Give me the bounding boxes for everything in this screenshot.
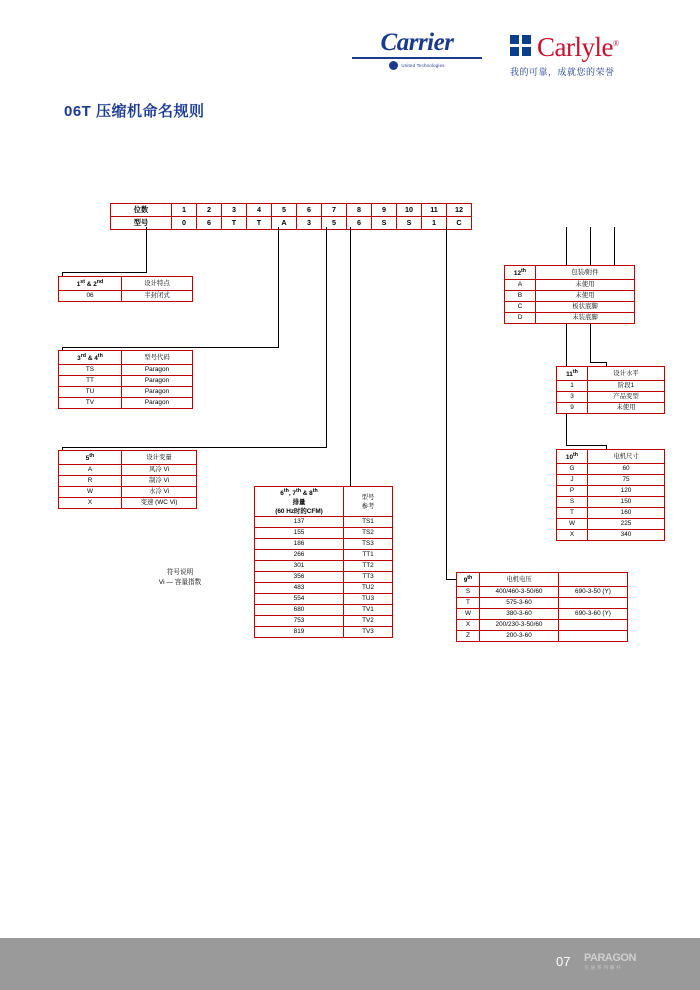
carlyle-top [510, 30, 670, 61]
table-row [457, 598, 628, 609]
code-cell: P [557, 486, 588, 497]
block-10th [556, 449, 665, 541]
table-row [59, 476, 197, 487]
top-bar [0, 0, 700, 4]
table-row [457, 631, 628, 642]
table-row [59, 387, 193, 398]
code-cell: TT [59, 376, 122, 387]
block-key: 9th [457, 573, 480, 587]
table-row [59, 291, 193, 302]
page-title: 06T 压缩机命名规则 [64, 103, 205, 120]
code-cell: C [505, 302, 536, 313]
block-key: 6th, 7th & 8th 排量 (60 Hz时的CFM) [255, 487, 344, 517]
desc-cell: 产品变型 [588, 392, 665, 403]
block-heading: 电机电压 [480, 573, 559, 587]
block-heading-spill [559, 573, 628, 587]
leader-line [614, 227, 615, 269]
value-cell: 5 [322, 217, 347, 230]
carrier-rule [352, 57, 482, 59]
table-row [457, 620, 628, 631]
desc-cell: 阶段1 [588, 381, 665, 392]
voltage-cell: 200/230-3-50/60 [480, 620, 559, 631]
block-heading-2: (60 Hz时的CFM) [275, 508, 323, 516]
code-cell: 06 [59, 291, 122, 302]
code-cell: G [557, 464, 588, 475]
table-row [59, 465, 197, 476]
leader-line [62, 272, 147, 273]
code-cell: X [557, 530, 588, 541]
code-cell: TV [59, 398, 122, 409]
digit-cell: 10 [397, 204, 422, 217]
model-table-row2-label: 型号 [111, 217, 172, 230]
table-row [557, 508, 665, 519]
page-number: 07 [556, 954, 571, 969]
table-row [557, 464, 665, 475]
table-row [255, 594, 393, 605]
block-key: 5th [59, 451, 122, 465]
code-cell: S [557, 497, 588, 508]
disp-cell: 819 [255, 627, 344, 638]
disp-cell: 753 [255, 616, 344, 627]
code-cell: TU [59, 387, 122, 398]
model-ref-cell: TS1 [344, 517, 393, 528]
leader-line [146, 227, 147, 272]
model-ref-cell: TT2 [344, 561, 393, 572]
table-row [255, 561, 393, 572]
model-ref-cell: TS2 [344, 528, 393, 539]
desc-cell: 变速 (WC Vi) [122, 498, 197, 509]
code-cell: TS [59, 365, 122, 376]
value-cell: 0 [172, 217, 197, 230]
block-heading: 包装/附件 [536, 266, 635, 280]
disp-cell: 266 [255, 550, 344, 561]
digit-cell: 2 [197, 204, 222, 217]
table-row [557, 530, 665, 541]
table-row [59, 365, 193, 376]
table-row [255, 550, 393, 561]
disp-cell: 186 [255, 539, 344, 550]
desc-cell: 半封闭式 [122, 291, 193, 302]
table-row [59, 351, 193, 365]
code-cell: 3 [557, 392, 588, 403]
carlyle-tagline: 我的可靠，成就您的荣誉 [510, 67, 615, 77]
table-row [557, 403, 665, 414]
leader-line [590, 362, 606, 363]
desc-cell: 水冷 Vi [122, 487, 197, 498]
value-cell: S [372, 217, 397, 230]
code-cell: X [457, 620, 480, 631]
code-cell: T [457, 598, 480, 609]
table-row [457, 609, 628, 620]
table-row [59, 451, 197, 465]
code-cell: T [557, 508, 588, 519]
table-row [255, 528, 393, 539]
block-key: 12th [505, 266, 536, 280]
code-cell: J [557, 475, 588, 486]
table-row [505, 313, 635, 324]
digit-cell: 11 [422, 204, 447, 217]
model-ref-cell: TV3 [344, 627, 393, 638]
table-row [59, 498, 197, 509]
code-cell: X [59, 498, 122, 509]
code-cell: W [457, 609, 480, 620]
leader-line [62, 447, 327, 448]
table-row [59, 376, 193, 387]
code-cell: 9 [557, 403, 588, 414]
carrier-tagline: United Technologies [401, 63, 445, 68]
disp-cell: 483 [255, 583, 344, 594]
code-cell: D [505, 313, 536, 324]
table-row [59, 398, 193, 409]
size-cell: 160 [588, 508, 665, 519]
table-row [505, 266, 635, 280]
value-cell: T [247, 217, 272, 230]
desc-cell: Paragon [122, 365, 193, 376]
table-row [557, 381, 665, 392]
digit-cell: 8 [347, 204, 372, 217]
page-footer [0, 938, 700, 990]
desc-cell: Paragon [122, 387, 193, 398]
digit-cell: 9 [372, 204, 397, 217]
disp-cell: 680 [255, 605, 344, 616]
model-ref-cell: TT3 [344, 572, 393, 583]
disp-cell: 554 [255, 594, 344, 605]
model-number-table [110, 203, 472, 230]
desc-cell: 未使用 [588, 403, 665, 414]
voltage-alt-cell [559, 631, 628, 642]
legend-line-2: Vi — 容量指数 [158, 579, 202, 586]
value-cell: 6 [347, 217, 372, 230]
desc-cell: Paragon [122, 376, 193, 387]
desc-cell: 制冷 Vi [122, 476, 197, 487]
table-row [457, 587, 628, 598]
block-heading-3: 型号 [361, 493, 375, 501]
model-ref-cell: TV1 [344, 605, 393, 616]
block-heading-4: 参考 [361, 502, 375, 510]
block-heading-1: 排量 [292, 499, 306, 507]
table-row [557, 486, 665, 497]
carlyle-registered-mark: ® [612, 39, 619, 48]
table-row [457, 573, 628, 587]
table-row [505, 291, 635, 302]
table-row [111, 204, 472, 217]
size-cell: 60 [588, 464, 665, 475]
table-row [557, 497, 665, 508]
leader-line [350, 227, 351, 487]
table-row [505, 280, 635, 291]
carlyle-name: Carlyle [537, 32, 613, 62]
block-9th [456, 572, 628, 642]
digit-cell: 6 [297, 204, 322, 217]
table-row [255, 627, 393, 638]
size-cell: 120 [588, 486, 665, 497]
voltage-alt-cell [559, 620, 628, 631]
voltage-alt-cell: 690-3-50 (Y) [559, 587, 628, 598]
code-cell: A [505, 280, 536, 291]
desc-cell: 板状底脚 [536, 302, 635, 313]
leader-line [326, 227, 327, 447]
leader-line [62, 347, 279, 348]
table-row [255, 572, 393, 583]
table-row [557, 392, 665, 403]
leader-line [278, 227, 279, 347]
size-cell: 150 [588, 497, 665, 508]
block-key: 1st & 2nd [59, 277, 122, 291]
table-row [59, 277, 193, 291]
block-12th [504, 265, 635, 324]
table-row [255, 539, 393, 550]
table-row [557, 475, 665, 486]
model-ref-cell: TT1 [344, 550, 393, 561]
block-heading: 型号代码 [122, 351, 193, 365]
carrier-dot-icon [389, 61, 398, 70]
block-key: 11th [557, 367, 588, 381]
carlyle-wordmark [537, 30, 619, 61]
legend-line-1: 符号说明 [166, 569, 194, 576]
footer-brand: PARAGON [584, 952, 636, 964]
block-11th [556, 366, 665, 414]
block-3rd-4th [58, 350, 193, 409]
desc-cell: 未装底脚 [536, 313, 635, 324]
voltage-cell: 400/460-3-50/60 [480, 587, 559, 598]
model-ref-cell: TS3 [344, 539, 393, 550]
disp-cell: 155 [255, 528, 344, 539]
table-row [255, 487, 393, 517]
desc-cell: 风冷 Vi [122, 465, 197, 476]
block-heading: 设计特点 [122, 277, 193, 291]
block-1st-2nd [58, 276, 193, 302]
code-cell: 1 [557, 381, 588, 392]
code-cell: R [59, 476, 122, 487]
value-cell: T [222, 217, 247, 230]
block-5th [58, 450, 197, 509]
value-cell: 1 [422, 217, 447, 230]
carrier-wordmark: Carrier [380, 29, 454, 56]
table-row [255, 616, 393, 627]
carlyle-logo [510, 30, 670, 78]
voltage-alt-cell: 690-3-60 (Y) [559, 609, 628, 620]
leader-line [446, 227, 447, 579]
value-cell: 6 [197, 217, 222, 230]
digit-cell: 3 [222, 204, 247, 217]
code-cell: Z [457, 631, 480, 642]
digit-cell: 7 [322, 204, 347, 217]
voltage-cell: 200-3-60 [480, 631, 559, 642]
code-cell: W [557, 519, 588, 530]
value-cell: A [272, 217, 297, 230]
table-row [111, 217, 472, 230]
size-cell: 75 [588, 475, 665, 486]
table-row [557, 450, 665, 464]
block-heading: 电机尺寸 [588, 450, 665, 464]
block-key: 10th [557, 450, 588, 464]
desc-cell: 未使用 [536, 280, 635, 291]
digit-cell: 4 [247, 204, 272, 217]
block-key: 3rd & 4th [59, 351, 122, 365]
carrier-tagline-row [352, 61, 482, 70]
disp-cell: 301 [255, 561, 344, 572]
table-row [59, 487, 197, 498]
model-table-row1-label: 位数 [111, 204, 172, 217]
code-cell: B [505, 291, 536, 302]
block-heading-ref [344, 487, 393, 517]
table-row [255, 517, 393, 528]
table-row [255, 583, 393, 594]
digit-cell: 1 [172, 204, 197, 217]
code-cell: W [59, 487, 122, 498]
block-heading: 设计变量 [122, 451, 197, 465]
code-cell: S [457, 587, 480, 598]
voltage-cell: 380-3-60 [480, 609, 559, 620]
model-ref-cell: TV2 [344, 616, 393, 627]
table-row [505, 302, 635, 313]
model-ref-cell: TU2 [344, 583, 393, 594]
block-heading: 设计水平 [588, 367, 665, 381]
legend [120, 568, 240, 588]
leader-line [566, 445, 606, 446]
carrier-logo [352, 30, 482, 78]
digit-cell: 12 [447, 204, 472, 217]
disp-cell: 356 [255, 572, 344, 583]
footer-brand-sub: 百 通 系 列 螺 杆 [584, 965, 622, 970]
size-cell: 340 [588, 530, 665, 541]
model-ref-cell: TU3 [344, 594, 393, 605]
code-cell: A [59, 465, 122, 476]
voltage-alt-cell [559, 598, 628, 609]
logo-row [352, 30, 670, 78]
value-cell: C [447, 217, 472, 230]
carlyle-mark-icon [510, 35, 532, 57]
table-row [557, 367, 665, 381]
block-6th-8th [254, 486, 393, 638]
disp-cell: 137 [255, 517, 344, 528]
desc-cell: Paragon [122, 398, 193, 409]
size-cell: 225 [588, 519, 665, 530]
value-cell: 3 [297, 217, 322, 230]
value-cell: S [397, 217, 422, 230]
table-row [255, 605, 393, 616]
voltage-cell: 575-3-60 [480, 598, 559, 609]
digit-cell: 5 [272, 204, 297, 217]
desc-cell: 未使用 [536, 291, 635, 302]
table-row [557, 519, 665, 530]
